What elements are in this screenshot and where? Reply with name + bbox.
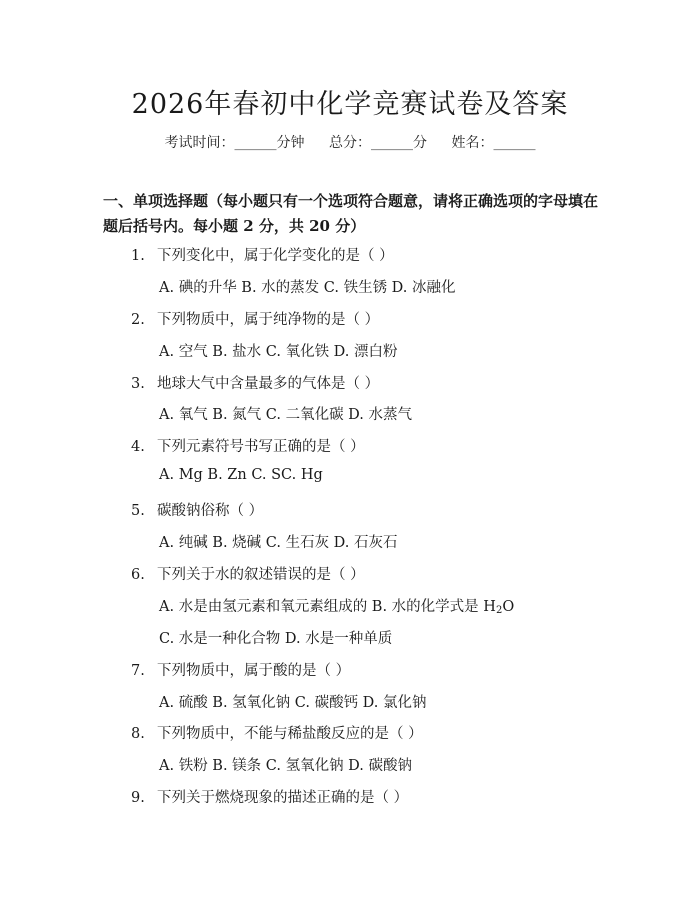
question-3-options: A. 氧气 B. 氮气 C. 二氧化碳 D. 水蒸气 [159, 407, 413, 423]
question-text: 下列物质中，不能与稀盐酸反应的是（ ） [157, 726, 423, 742]
question-number: 5. [131, 503, 145, 519]
exam-time-blank: ______ [234, 135, 277, 151]
total-score-unit: 分 [413, 135, 427, 151]
exam-time-field [165, 135, 305, 151]
question-6-options [159, 595, 514, 616]
total-score-label: 总分： [329, 135, 371, 151]
question-6 [131, 563, 365, 584]
student-name-field [451, 135, 535, 151]
question-number: 8. [131, 726, 145, 742]
question-text: 下列关于燃烧现象的描述正确的是（ ） [157, 790, 409, 806]
question-4 [131, 435, 365, 456]
question-1-options: A. 碘的升华 B. 水的蒸发 C. 铁生锈 D. 冰融化 [159, 280, 456, 296]
student-name-blank: ______ [493, 135, 536, 151]
question-5-options: A. 纯碱 B. 烧碱 C. 生石灰 D. 石灰石 [159, 535, 398, 551]
question-number: 6. [131, 567, 145, 583]
question-1 [131, 244, 394, 265]
question-text: 下列物质中，属于纯净物的是（ ） [157, 312, 380, 328]
question-text: 下列变化中，属于化学变化的是（ ） [157, 248, 394, 264]
total-score-field [329, 135, 427, 151]
question-8 [131, 722, 423, 743]
question-text: 碳酸钠俗称（ ） [157, 503, 264, 519]
question-text: 下列物质中，属于酸的是（ ） [157, 663, 351, 679]
question-text: 地球大气中含量最多的气体是（ ） [157, 376, 380, 392]
question-4-options: A. Mg B. Zn C. SC. Hg [159, 467, 323, 483]
exam-time-unit: 分钟 [276, 135, 305, 151]
section-heading: 一、单项选择题（每小题只有一个选项符合题意，请将正确选项的字母填在题后括号内。每小题 2 分，共 20 分） [103, 192, 599, 235]
question-7 [131, 659, 350, 680]
question-number: 3. [131, 376, 145, 392]
question-2-options: A. 空气 B. 盐水 C. 氧化铁 D. 漂白粉 [159, 344, 398, 360]
formula-subscript: 2 [495, 605, 503, 616]
question-8-options: A. 铁粉 B. 镁条 C. 氢氧化钠 D. 碳酸钠 [159, 758, 413, 774]
question-5 [131, 499, 263, 520]
question-number: 2. [131, 312, 145, 328]
question-6-options-line-2: C. 水是一种化合物 D. 水是一种单质 [159, 631, 393, 647]
student-name-label: 姓名： [451, 135, 494, 151]
question-3 [131, 372, 379, 393]
question-number: 4. [131, 439, 145, 455]
question-text: 下列关于水的叙述错误的是（ ） [157, 567, 365, 583]
formula-tail: O [502, 599, 515, 615]
question-number: 1. [131, 248, 145, 264]
question-number: 9. [131, 790, 145, 806]
question-number: 7. [131, 663, 145, 679]
question-2 [131, 308, 379, 329]
question-6-options-text: A. 水是由氢元素和氧元素组成的 B. 水的化学式是 H [159, 599, 496, 615]
question-text: 下列元素符号书写正确的是（ ） [157, 439, 365, 455]
question-9 [131, 786, 408, 807]
page-title: 2026年春初中化学竞赛试卷及答案 [131, 89, 569, 120]
total-score-blank: ______ [371, 135, 413, 151]
exam-time-label: 考试时间： [164, 135, 235, 151]
question-7-options: A. 硫酸 B. 氢氧化钠 C. 碳酸钙 D. 氯化钠 [159, 695, 427, 711]
exam-meta [0, 132, 700, 152]
